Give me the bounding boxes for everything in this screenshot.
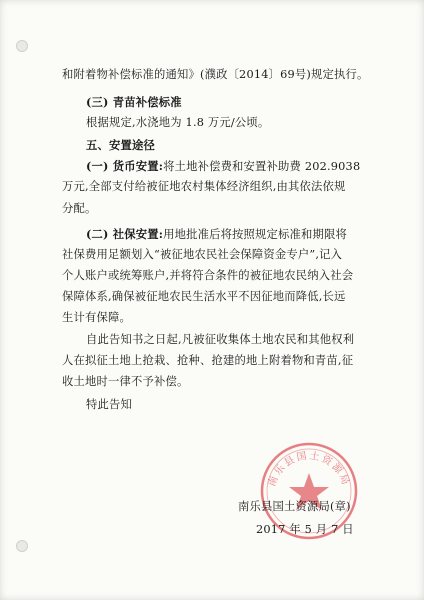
binding-hole bbox=[16, 540, 28, 552]
heading-crop-compensation: (三) 青苗补偿标准 bbox=[86, 95, 182, 109]
seal-text: 南乐县国土资源局 bbox=[266, 450, 352, 489]
social-security-text: 生计有保障。 bbox=[62, 311, 131, 324]
cash-resettlement-line bbox=[86, 159, 360, 174]
issuing-authority: 南乐县国土资源局(章) bbox=[238, 500, 351, 513]
social-security-text: 用地批准后将按照规定标准和期限将 bbox=[163, 228, 348, 241]
closing-remark: 特此告知 bbox=[86, 398, 132, 411]
cash-resettlement-text: 将土地补偿费和安置补助费 202.9038 bbox=[163, 160, 361, 173]
cash-resettlement-text: 分配。 bbox=[62, 202, 97, 215]
notice-paragraph: 自此告知书之日起,凡被征收集体土地农民和其他权利 bbox=[86, 333, 355, 346]
notice-paragraph: 收土地时一律不予补偿。 bbox=[62, 375, 189, 388]
crop-compensation-rule: 根据规定,水浇地为 1.8 万元/公顷。 bbox=[86, 116, 270, 129]
notice-paragraph: 人在拟征土地上抢栽、抢种、抢建的地上附着物和青苗,征 bbox=[62, 354, 354, 367]
binding-hole bbox=[16, 40, 28, 52]
social-security-text: 保障体系,确保被征地农民生活水平不因征地而降低,长远 bbox=[62, 290, 346, 303]
social-security-text: 个人账户或统筹账户,并将符合条件的被征地农民纳入社会 bbox=[62, 269, 354, 282]
cash-resettlement-label: (一) 货币安置: bbox=[86, 159, 164, 173]
issue-date: 2017 年 5 月 7 日 bbox=[256, 523, 354, 536]
social-security-line bbox=[86, 227, 347, 242]
social-security-text: 社保费用足额划入“被征地农民社会保障资金专户”,记入 bbox=[62, 248, 343, 261]
intro-continuation: 和附着物补偿标准的通知》(濮政〔2014〕69号)规定执行。 bbox=[62, 68, 369, 81]
social-security-label: (二) 社保安置: bbox=[86, 227, 164, 241]
heading-resettlement: 五、安置途径 bbox=[86, 138, 155, 152]
cash-resettlement-text: 万元,全部支付给被征地农村集体经济组织,由其依法依规 bbox=[62, 180, 346, 193]
